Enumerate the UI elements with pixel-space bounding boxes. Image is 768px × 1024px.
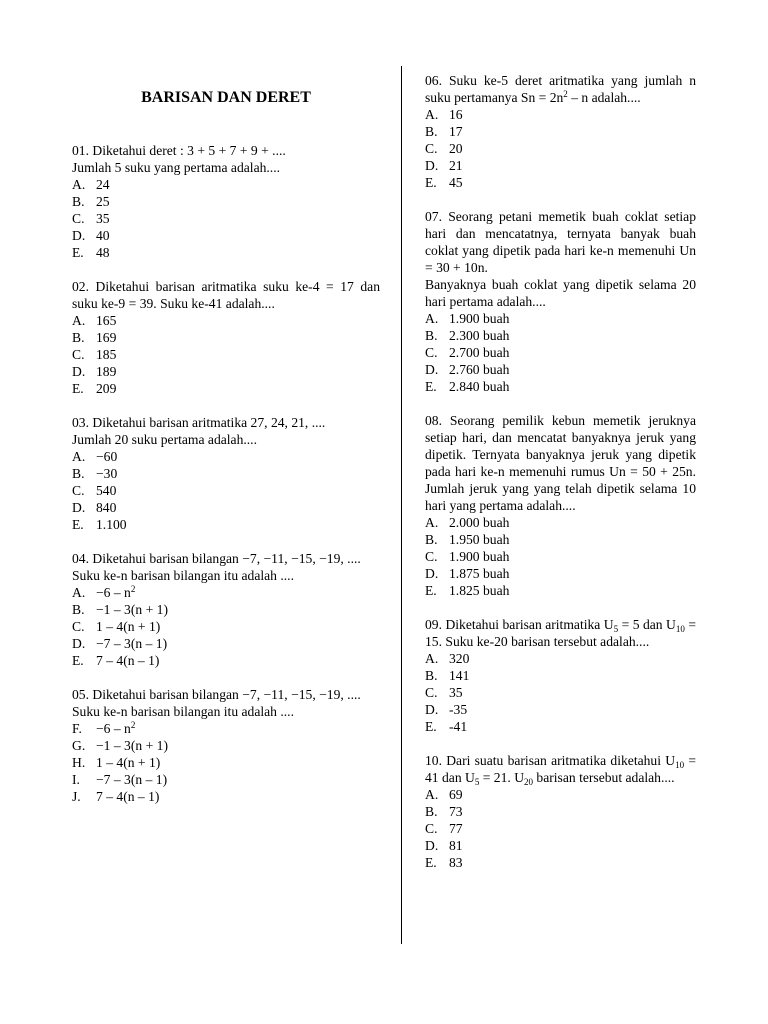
question-07 (425, 208, 696, 395)
question-stem (425, 616, 696, 650)
option-text: 24 (96, 177, 110, 192)
option-letter: E. (425, 855, 437, 870)
answer-option (72, 737, 380, 754)
answer-option (72, 193, 380, 210)
option-letter: E. (425, 719, 437, 734)
option-text: 83 (449, 855, 463, 870)
option-letter: C. (425, 549, 438, 564)
answer-option (72, 754, 380, 771)
option-letter: B. (425, 124, 438, 139)
subscript: 20 (524, 777, 534, 787)
answer-option (425, 854, 696, 871)
question-stem: 03. Diketahui barisan aritmatika 27, 24, 21, .... Jumlah 20 suku pertama adalah.... (72, 415, 326, 447)
option-text: 73 (449, 804, 463, 819)
answer-option (72, 465, 380, 482)
option-letter: B. (425, 804, 438, 819)
answer-option (425, 378, 696, 395)
option-text: 141 (449, 668, 470, 683)
answer-option (425, 327, 696, 344)
option-text: 17 (449, 124, 463, 139)
stem-part: = 15. Suku ke-20 barisan tersebut adalah.... (425, 617, 696, 649)
answer-option (425, 123, 696, 140)
option-letter: A. (425, 311, 439, 326)
question-stem: 08. Seorang pemilik kebun memetik jeruknya setiap hari, dan mencatat banyaknya jeruk yang dipetik. Ternyata banyaknya jeruk yang dipetik pada hari ke-n memenuhi rumus Un = 50 + 25n. Jumlah jeruk yang yang telah dipetik selama 10 hari yang pertama adalah.... (425, 413, 696, 513)
stem-part: 06. Suku ke-5 deret aritmatika yang jumlah n suku pertamanya Sn = 2n (425, 73, 696, 105)
option-text: 35 (96, 211, 110, 226)
option-letter: D. (425, 566, 439, 581)
exponent: 2 (130, 720, 136, 730)
option-text: 81 (449, 838, 463, 853)
option-letter: C. (425, 345, 438, 360)
option-letter: A. (425, 787, 439, 802)
option-text: −60 (96, 449, 118, 464)
subscript: 10 (675, 624, 685, 634)
page-title: BARISAN DAN DERET (141, 89, 311, 106)
option-text: 320 (449, 651, 470, 666)
option-letter: B. (425, 668, 438, 683)
question-09 (425, 616, 696, 735)
option-letter: E. (72, 653, 84, 668)
answer-option (425, 803, 696, 820)
answer-option (425, 514, 696, 531)
option-text: 840 (96, 500, 117, 515)
option-text: 35 (449, 685, 463, 700)
option-text: 1 – 4(n + 1) (96, 755, 161, 770)
option-text: 69 (449, 787, 463, 802)
option-text: 2.760 buah (449, 362, 510, 377)
option-text: 1.825 buah (449, 583, 510, 598)
answer-option (425, 582, 696, 599)
option-letter: A. (425, 515, 439, 530)
answer-option (425, 650, 696, 667)
stem-part: 10. Dari suatu barisan aritmatika diketahui U (425, 753, 676, 768)
option-text: −7 – 3(n – 1) (96, 772, 168, 787)
question-stem: 05. Diketahui barisan bilangan −7, −11, −15, −19, .... Suku ke-n barisan bilangan itu adalah .... (72, 687, 361, 719)
option-text: 209 (96, 381, 117, 396)
option-text-main: −6 – n (96, 585, 131, 600)
answer-option (72, 652, 380, 669)
option-letter: I. (72, 772, 80, 787)
option-letter: B. (72, 602, 85, 617)
right-column (425, 72, 696, 888)
option-text: 7 – 4(n – 1) (96, 653, 160, 668)
option-letter: C. (425, 685, 438, 700)
answer-option (72, 635, 380, 652)
answer-option (72, 771, 380, 788)
answer-option (425, 548, 696, 565)
option-text (96, 584, 380, 601)
answer-option (425, 140, 696, 157)
option-letter: D. (72, 500, 86, 515)
exponent: 2 (563, 89, 568, 99)
answer-option (425, 820, 696, 837)
option-letter: B. (72, 194, 85, 209)
option-text: 540 (96, 483, 117, 498)
option-text: 48 (96, 245, 110, 260)
option-letter: D. (72, 636, 86, 651)
stem-part: 09. Diketahui barisan aritmatika U (425, 617, 614, 632)
answer-option (425, 310, 696, 327)
left-column (72, 88, 380, 822)
option-text: 2.300 buah (449, 328, 510, 343)
stem-part: – n adalah.... (567, 90, 641, 105)
option-text (96, 720, 380, 737)
question-05 (72, 686, 380, 805)
answer-option (425, 174, 696, 191)
option-text: 21 (449, 158, 463, 173)
answer-option (72, 720, 380, 737)
option-text: 169 (96, 330, 117, 345)
option-text: -35 (449, 702, 468, 717)
question-01 (72, 142, 380, 261)
option-letter: C. (72, 483, 85, 498)
answer-option (72, 601, 380, 618)
option-letter: E. (425, 583, 437, 598)
question-stem: 02. Diketahui barisan aritmatika suku ke-4 = 17 dan suku ke-9 = 39. Suku ke-41 adalah.... (72, 279, 380, 311)
option-text: 1 – 4(n + 1) (96, 619, 161, 634)
question-08 (425, 412, 696, 599)
column-divider (401, 66, 402, 944)
option-letter: A. (72, 313, 86, 328)
answer-option (425, 684, 696, 701)
answer-option (425, 718, 696, 735)
option-text: 185 (96, 347, 117, 362)
option-text: 189 (96, 364, 117, 379)
option-letter: A. (425, 107, 439, 122)
option-text: −7 – 3(n – 1) (96, 636, 168, 651)
answer-option (425, 361, 696, 378)
option-text: −1 – 3(n + 1) (96, 602, 168, 617)
subscript: 5 (613, 624, 619, 634)
option-letter: B. (425, 328, 438, 343)
option-text: 1.900 buah (449, 549, 510, 564)
option-letter: E. (72, 381, 84, 396)
answer-option (425, 344, 696, 361)
option-text: 20 (449, 141, 463, 156)
option-letter: D. (425, 158, 439, 173)
option-letter: B. (72, 466, 85, 481)
answer-option (72, 363, 380, 380)
option-letter: C. (72, 211, 85, 226)
option-text: 25 (96, 194, 110, 209)
option-text: -41 (449, 719, 468, 734)
option-text: −1 – 3(n + 1) (96, 738, 168, 753)
answer-option (72, 210, 380, 227)
answer-option (425, 786, 696, 803)
option-text: −30 (96, 466, 118, 481)
option-letter: C. (72, 619, 85, 634)
answer-option (72, 482, 380, 499)
question-03 (72, 414, 380, 533)
subscript: 10 (675, 760, 685, 770)
option-letter: D. (72, 364, 86, 379)
option-letter: A. (72, 449, 86, 464)
question-06 (425, 72, 696, 191)
option-text: 7 – 4(n – 1) (96, 789, 160, 804)
answer-option (72, 312, 380, 329)
option-letter: D. (72, 228, 86, 243)
option-letter: E. (425, 175, 437, 190)
option-letter: E. (425, 379, 437, 394)
option-text: 40 (96, 228, 110, 243)
answer-option (72, 346, 380, 363)
option-letter: H. (72, 755, 86, 770)
option-text: 1.950 buah (449, 532, 510, 547)
subscript: 5 (474, 777, 480, 787)
option-letter: F. (72, 721, 82, 736)
answer-option (72, 788, 380, 805)
option-text: 1.900 buah (449, 311, 510, 326)
stem-part: = 21. U (479, 770, 525, 785)
question-04 (72, 550, 380, 669)
answer-option (72, 329, 380, 346)
answer-option (72, 499, 380, 516)
option-letter: D. (425, 362, 439, 377)
option-text: 165 (96, 313, 117, 328)
option-text: 1.875 buah (449, 566, 510, 581)
answer-option (425, 701, 696, 718)
option-text: 45 (449, 175, 463, 190)
answer-option (425, 667, 696, 684)
option-text: 1.100 (96, 517, 127, 532)
option-letter: A. (425, 651, 439, 666)
answer-option (72, 227, 380, 244)
option-letter: C. (425, 821, 438, 836)
answer-option (72, 448, 380, 465)
question-stem: 07. Seorang petani memetik buah coklat setiap hari dan mencatatnya, ternyata banyak buah coklat yang dipetik pada hari ke-n memenuhi Un = 30 + 10n. Banyaknya buah coklat yang dipetik selama 20 hari pertama adalah.... (425, 209, 696, 309)
option-text: 2.700 buah (449, 345, 510, 360)
answer-option (425, 531, 696, 548)
question-stem (425, 72, 696, 106)
option-letter: A. (72, 585, 86, 600)
question-stem: 01. Diketahui deret : 3 + 5 + 7 + 9 + .... Jumlah 5 suku yang pertama adalah.... (72, 143, 286, 175)
option-text: 16 (449, 107, 463, 122)
option-letter: E. (72, 517, 84, 532)
answer-option (425, 837, 696, 854)
option-text: 2.840 buah (449, 379, 510, 394)
answer-option (425, 106, 696, 123)
option-text: 77 (449, 821, 463, 836)
option-text-main: −6 – n (96, 721, 131, 736)
question-02 (72, 278, 380, 397)
answer-option (72, 516, 380, 533)
option-letter: D. (425, 838, 439, 853)
option-letter: G. (72, 738, 86, 753)
option-letter: B. (72, 330, 85, 345)
option-letter: C. (425, 141, 438, 156)
question-stem (425, 752, 696, 786)
answer-option (72, 176, 380, 193)
stem-part: = 5 dan U (618, 617, 676, 632)
option-text: 2.000 buah (449, 515, 510, 530)
option-letter: A. (72, 177, 86, 192)
answer-option (425, 157, 696, 174)
stem-part: = 41 dan U (425, 753, 696, 785)
option-letter: C. (72, 347, 85, 362)
option-letter: J. (72, 789, 81, 804)
answer-option (72, 380, 380, 397)
answer-option (72, 584, 380, 601)
answer-option (425, 565, 696, 582)
question-stem: 04. Diketahui barisan bilangan −7, −11, −15, −19, .... Suku ke-n barisan bilangan itu adalah .... (72, 551, 361, 583)
stem-part: barisan tersebut adalah.... (533, 770, 675, 785)
answer-option (72, 618, 380, 635)
option-letter: E. (72, 245, 84, 260)
answer-option (72, 244, 380, 261)
option-letter: D. (425, 702, 439, 717)
option-letter: B. (425, 532, 438, 547)
question-10 (425, 752, 696, 871)
exponent: 2 (130, 584, 136, 594)
